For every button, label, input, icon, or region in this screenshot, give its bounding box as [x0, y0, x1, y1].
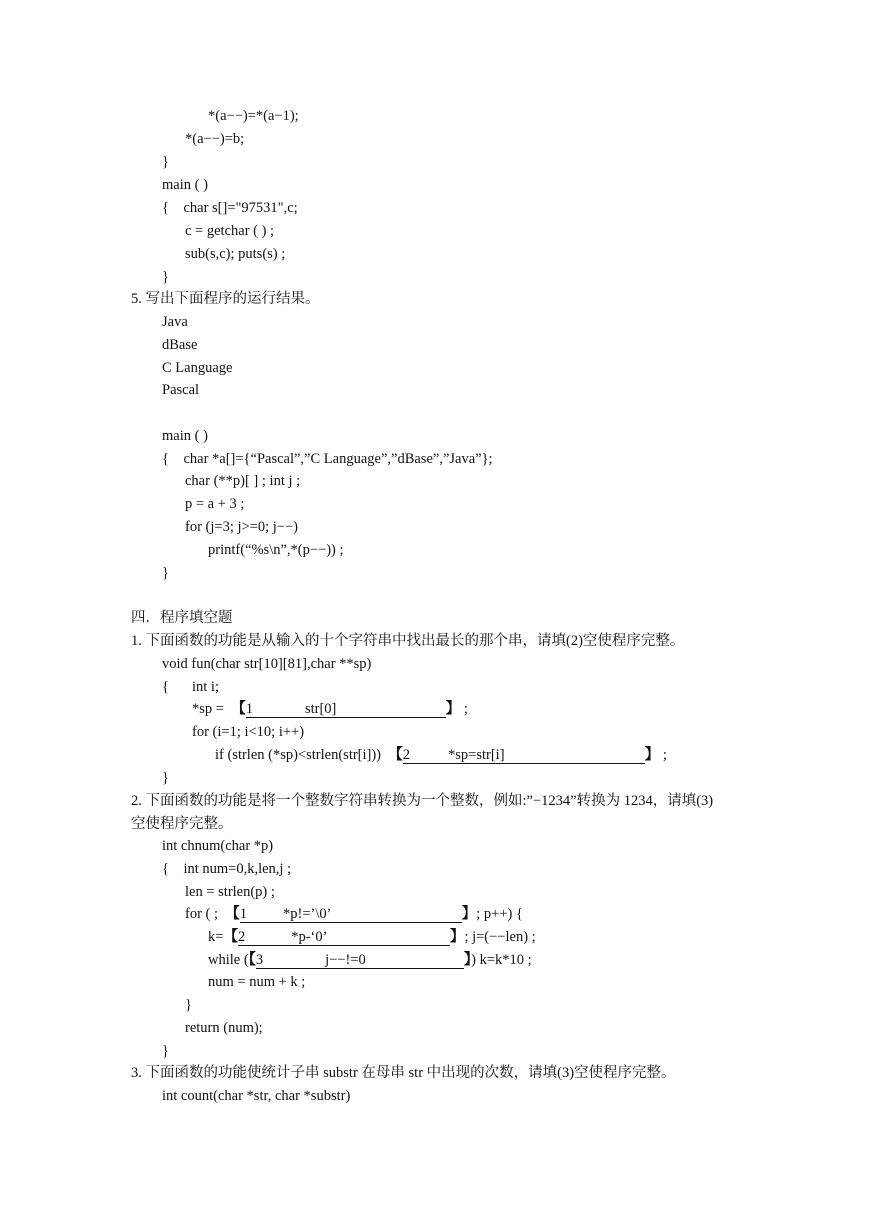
bracket-open: 【	[223, 929, 238, 945]
code-line: main ( )	[162, 177, 208, 193]
fill-line	[192, 700, 468, 718]
section-title: 四．程序填空题	[131, 610, 233, 626]
code-text: k=	[208, 929, 224, 945]
blank-answer: j−−!=0	[325, 952, 366, 968]
answer-blank	[238, 929, 450, 946]
blank-number: 1	[245, 701, 253, 717]
blank-answer: *p!=’\0’	[283, 906, 332, 922]
output-line: Java	[162, 314, 188, 330]
problem-1-title: 1. 下面函数的功能是从输入的十个字符串中找出最长的那个串，请填(2)空使程序完整。	[131, 633, 685, 649]
blank-number: 1	[239, 906, 248, 922]
answer-blank	[403, 747, 645, 764]
blank-answer: str[0]	[304, 701, 337, 717]
bracket-close: 】	[449, 929, 465, 945]
code-line: p = a + 3 ;	[185, 496, 245, 512]
code-line: int i;	[192, 679, 219, 695]
code-text: ;	[659, 747, 667, 763]
code-line: len = strlen(p) ;	[185, 884, 275, 900]
output-line: C Language	[162, 360, 233, 376]
fill-line	[208, 928, 536, 946]
problem-2-title-cont: 空使程序完整。	[131, 816, 233, 832]
blank-answer: *p-‘0’	[291, 929, 328, 945]
bracket-open: 【	[225, 906, 240, 922]
code-line: { int num=0,k,len,j ;	[162, 861, 292, 877]
problem-3-title: 3. 下面函数的功能使统计子串 substr 在母串 str 中出现的次数，请填(3)空使程序完整。	[131, 1065, 676, 1081]
bracket-open: 【	[231, 701, 246, 717]
code-line: *(a−−)=*(a−1);	[208, 108, 299, 124]
code-text: ) k=k*10 ;	[471, 952, 532, 968]
code-line: }	[162, 565, 169, 581]
code-text: ; p++) {	[476, 906, 523, 922]
output-line: Pascal	[162, 382, 200, 398]
bracket-open: 【	[248, 952, 256, 968]
answer-blank	[256, 952, 464, 969]
code-text: while (	[208, 952, 249, 968]
code-line: return (num);	[185, 1020, 263, 1036]
code-line: num = num + k ;	[208, 974, 306, 990]
bracket-close: 】	[461, 906, 477, 922]
code-line: sub(s,c); puts(s) ;	[185, 246, 286, 262]
answer-blank	[246, 701, 446, 718]
bracket-close: 】	[445, 701, 461, 717]
code-line: }	[162, 770, 169, 786]
bracket-open: 【	[388, 747, 403, 763]
code-text: ;	[460, 701, 468, 717]
code-line: void fun(char str[10][81],char **sp)	[162, 656, 372, 672]
code-line: for (i=1; i<10; i++)	[192, 724, 305, 740]
code-text: *sp =	[192, 701, 232, 717]
fill-line	[185, 905, 523, 923]
code-line: printf(“%s\n”,*(p−−)) ;	[208, 542, 344, 558]
code-line: *(a−−)=b;	[185, 131, 245, 147]
code-line: { char s[]="97531",c;	[162, 200, 298, 216]
code-line: { char *a[]={“Pascal”,”C Language”,”dBase”,”Java”};	[162, 451, 493, 467]
bracket-close: 】	[644, 747, 660, 763]
problem-2-title: 2. 下面函数的功能是将一个整数字符串转换为一个整数，例如:”−1234”转换为 1234，请填(3)	[131, 793, 714, 809]
blank-number: 2	[402, 747, 411, 763]
code-line: {	[162, 679, 169, 695]
code-line: }	[185, 997, 192, 1013]
blank-number: 3	[255, 952, 264, 968]
code-text: if (strlen (*sp)<strlen(str[i]))	[215, 747, 389, 763]
fill-line	[208, 951, 532, 969]
code-line: }	[162, 269, 169, 285]
code-text: ; j=(−−len) ;	[464, 929, 536, 945]
bracket-close: 】	[463, 952, 472, 968]
code-line: int chnum(char *p)	[162, 838, 274, 854]
code-line: char (**p)[ ] ; int j ;	[185, 473, 301, 489]
blank-number: 2	[237, 929, 246, 945]
code-line: main ( )	[162, 428, 208, 444]
code-line: }	[162, 154, 169, 170]
blank-answer: *sp=str[i]	[448, 747, 505, 763]
output-line: dBase	[162, 337, 198, 353]
answer-blank	[240, 906, 462, 923]
question-5-title: 5. 写出下面程序的运行结果。	[131, 291, 320, 307]
fill-line	[215, 746, 667, 764]
code-text: for ( ;	[185, 906, 226, 922]
code-line: for (j=3; j>=0; j−−)	[185, 519, 298, 535]
code-line: int count(char *str, char *substr)	[162, 1088, 351, 1104]
code-line: c = getchar ( ) ;	[185, 223, 275, 239]
code-line: }	[162, 1043, 169, 1059]
